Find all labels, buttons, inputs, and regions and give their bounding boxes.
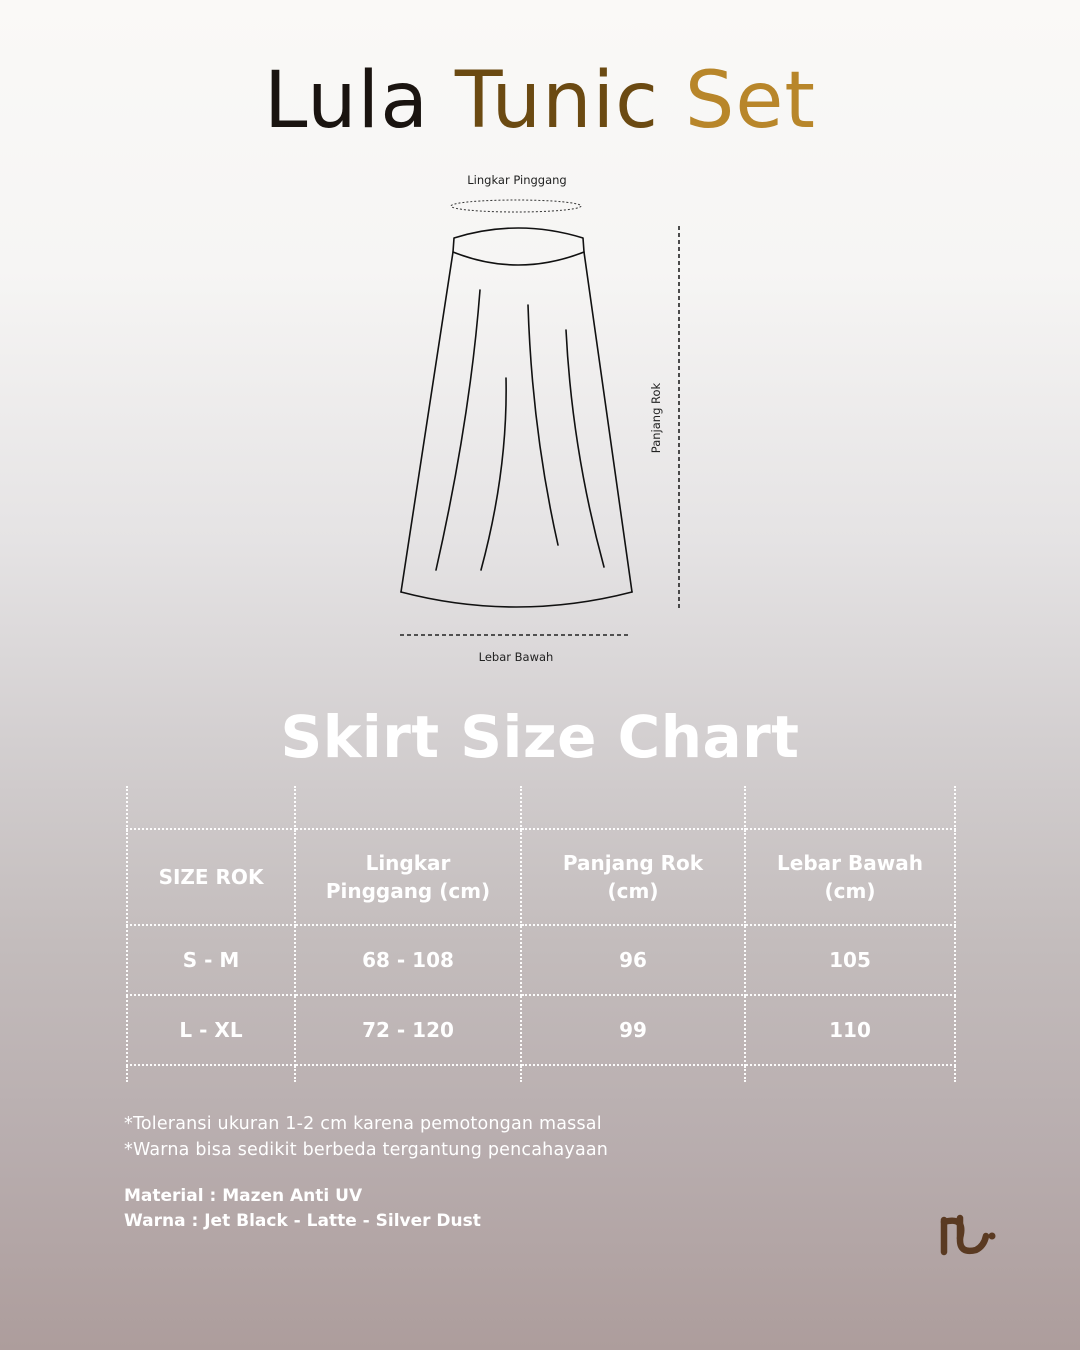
- cell-waist: 68 - 108: [295, 925, 521, 995]
- size-chart-table: [126, 786, 956, 1082]
- cell-hem: 105: [745, 925, 955, 995]
- title-word-set: Set: [684, 56, 816, 146]
- waist-label: Lingkar Pinggang: [467, 173, 567, 187]
- cell-length: 99: [521, 995, 745, 1065]
- table-top-spacer: [127, 786, 955, 829]
- header-size: SIZE ROK: [127, 829, 295, 925]
- tolerance-note: *Toleransi ukuran 1-2 cm karena pemotongan massal: [124, 1114, 602, 1134]
- cell-size: S - M: [127, 925, 295, 995]
- header-waist: Lingkar Pinggang (cm): [295, 829, 521, 925]
- page-title: [0, 56, 1080, 146]
- cell-hem: 110: [745, 995, 955, 1065]
- brand-logo-icon: [936, 1210, 998, 1260]
- color-note: *Warna bisa sedikit berbeda tergantung pencahayaan: [124, 1140, 609, 1160]
- skirt-diagram: [0, 160, 1080, 680]
- header-hem: Lebar Bawah (cm): [745, 829, 955, 925]
- cell-waist: 72 - 120: [295, 995, 521, 1065]
- skirt-outline-icon: [401, 228, 632, 607]
- title-word-lula: Lula: [264, 56, 430, 146]
- title-word-tunic: Tunic: [454, 56, 660, 146]
- cell-size: L - XL: [127, 995, 295, 1065]
- table-row: [127, 995, 955, 1065]
- table-header-row: [127, 829, 955, 925]
- table-row: [127, 925, 955, 995]
- hem-label: Lebar Bawah: [478, 650, 554, 664]
- length-label: Panjang Rok: [649, 382, 663, 454]
- table-bottom-spacer: [127, 1065, 955, 1082]
- waist-measure-ellipse: [451, 200, 581, 212]
- header-length: Panjang Rok (cm): [521, 829, 745, 925]
- chart-heading: Skirt Size Chart: [280, 703, 800, 771]
- colors-spec: Warna : Jet Black - Latte - Silver Dust: [124, 1211, 481, 1231]
- cell-length: 96: [521, 925, 745, 995]
- material-spec: Material : Mazen Anti UV: [124, 1186, 363, 1206]
